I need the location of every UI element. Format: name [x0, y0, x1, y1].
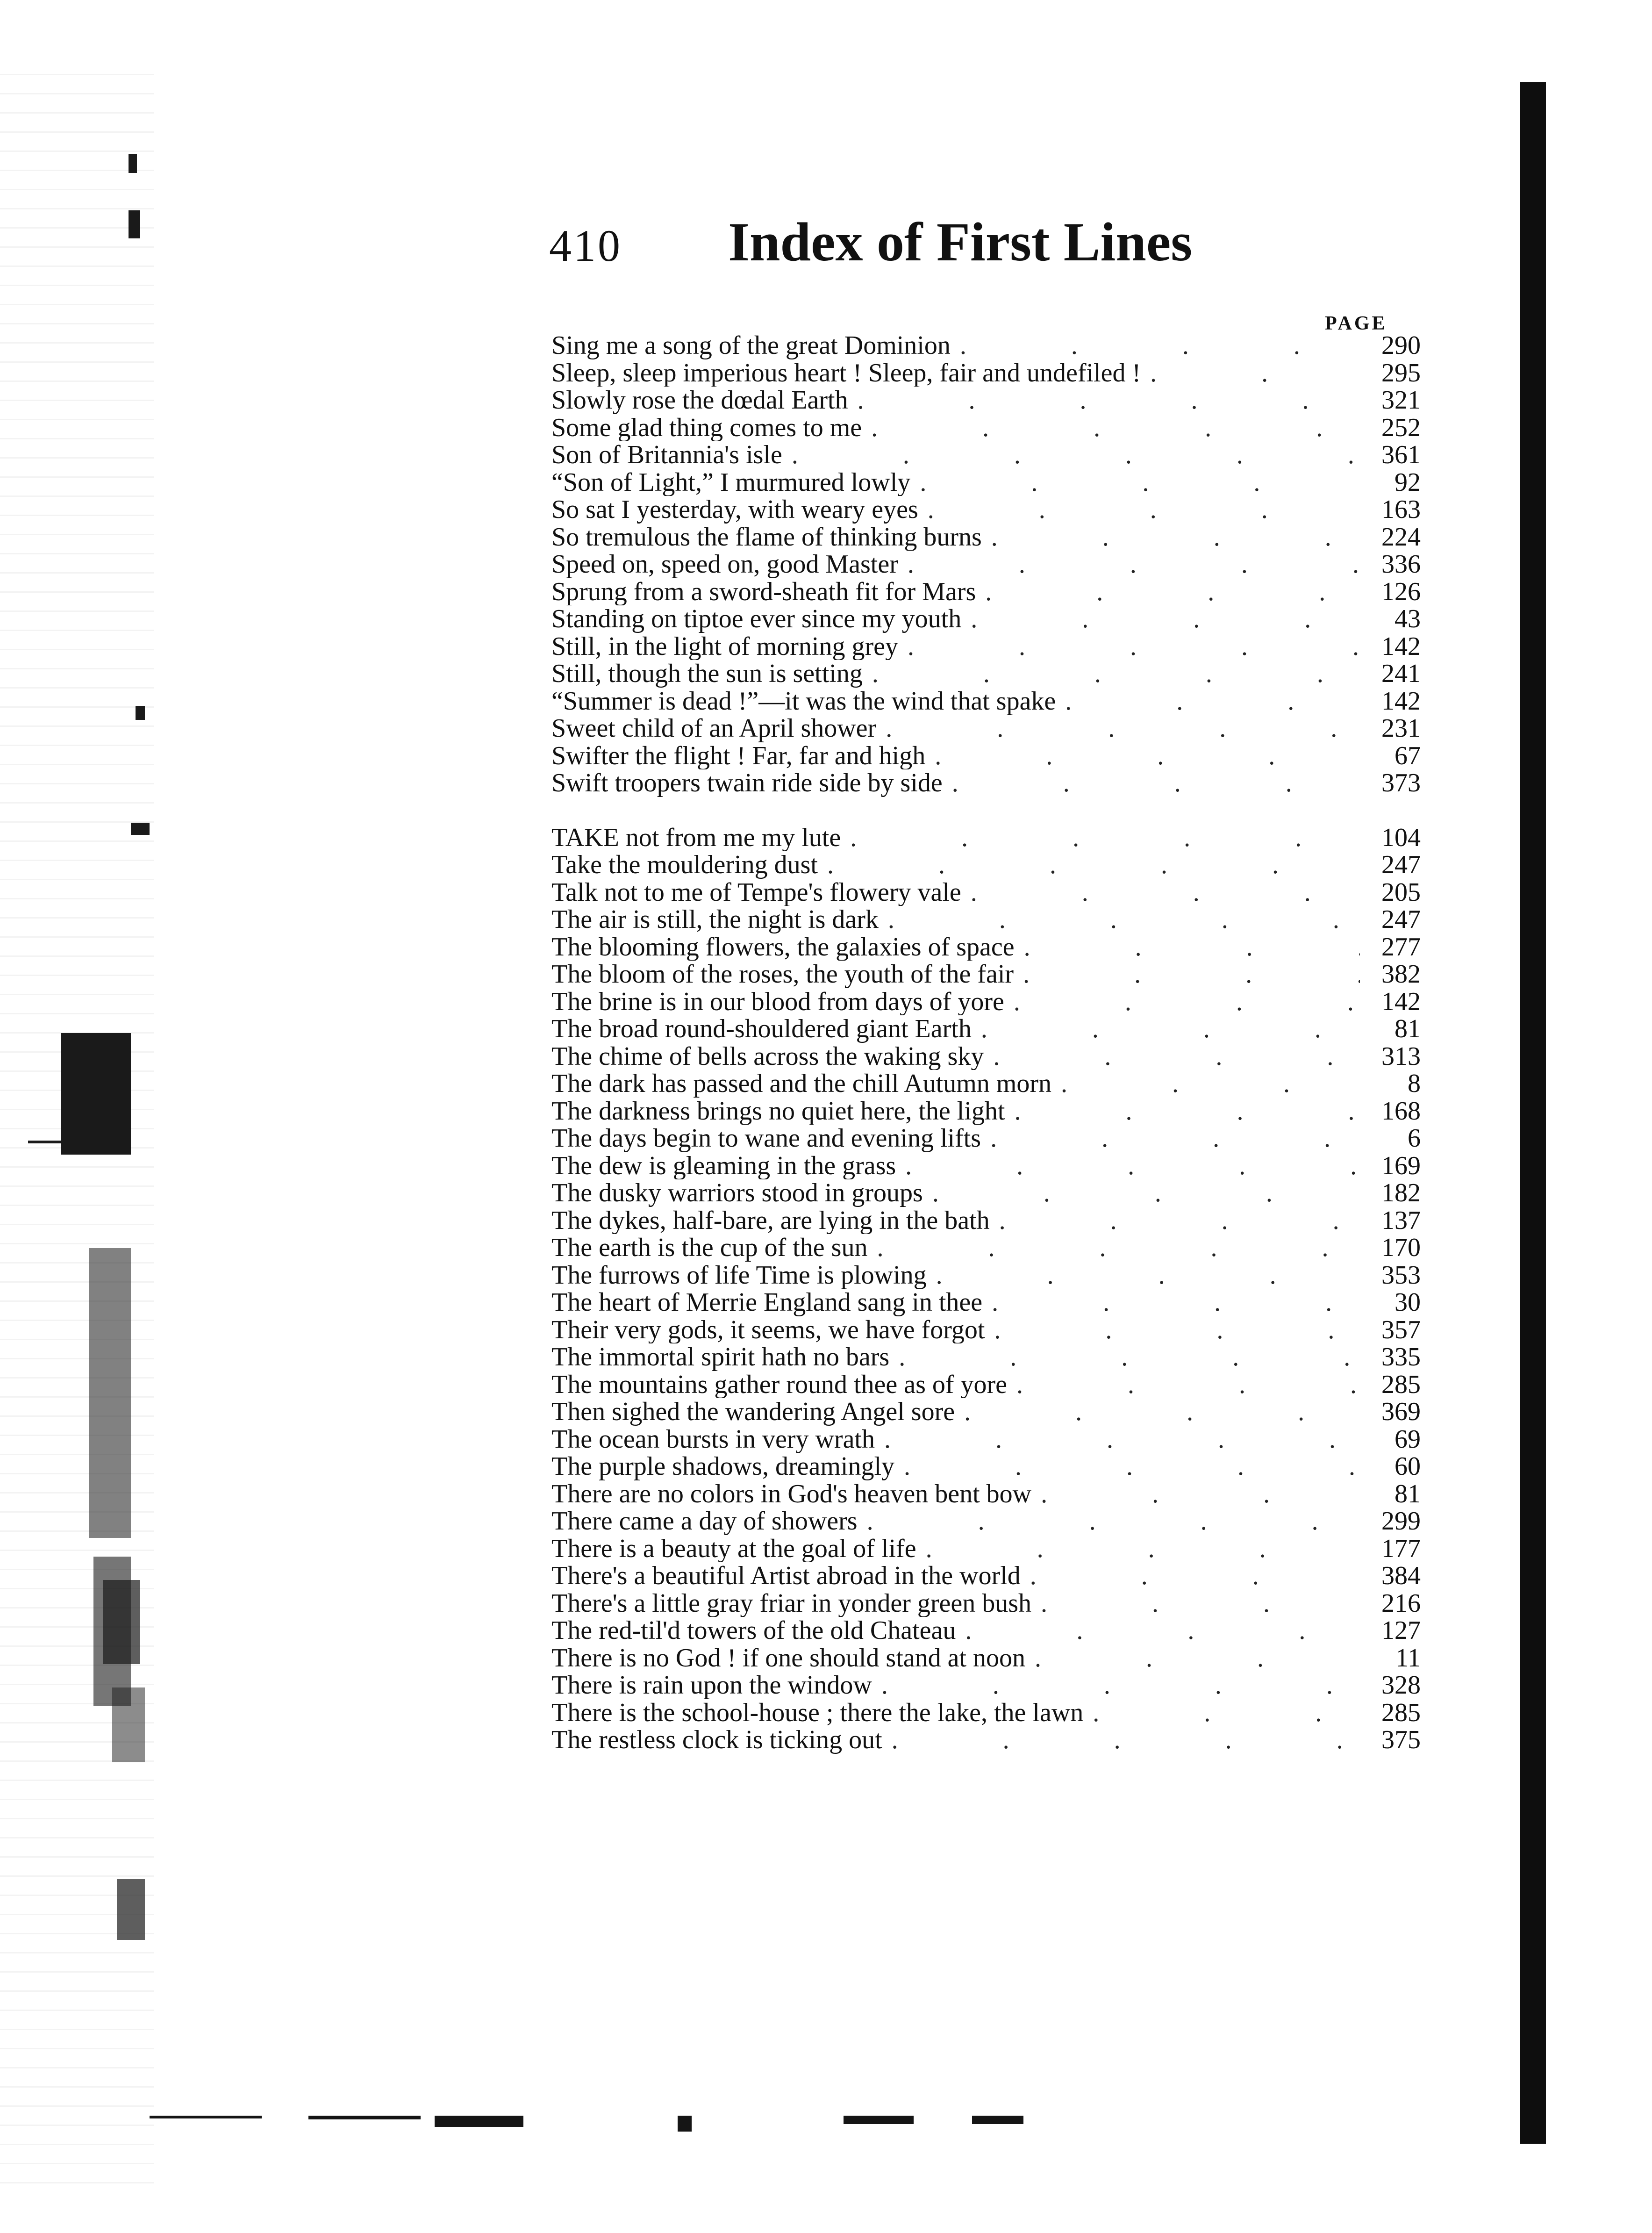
- entry-first-line: The immortal spirit hath no bars: [551, 1343, 890, 1371]
- entry-page-number: 163: [1381, 496, 1421, 524]
- entry-first-line: The dusky warriors stood in groups: [551, 1179, 923, 1207]
- entry-page-number: 126: [1381, 578, 1421, 605]
- scan-blot: [129, 210, 140, 238]
- index-entry: [551, 578, 1425, 606]
- index-entry: [551, 1535, 1425, 1563]
- entry-page-number: 375: [1381, 1726, 1421, 1754]
- entry-first-line: Swifter the flight ! Far, far and high: [551, 742, 926, 769]
- entry-first-line: The darkness brings no quiet here, the light: [551, 1097, 1005, 1125]
- entry-first-line: The broad round-shouldered giant Earth: [551, 1015, 972, 1043]
- index-entry: [551, 387, 1425, 414]
- dot-leader: [927, 1262, 1360, 1289]
- index-entry: [551, 824, 1425, 852]
- index-entry: [551, 1207, 1425, 1235]
- dot-leader: [879, 906, 1360, 933]
- dot-leader: [1007, 1371, 1360, 1399]
- entry-first-line: The dew is gleaming in the grass: [551, 1152, 896, 1179]
- entry-page-number: 8: [1408, 1070, 1421, 1098]
- entry-page-number: 382: [1381, 961, 1421, 988]
- index-entry: [551, 1234, 1425, 1262]
- dot-leader: [841, 824, 1360, 852]
- entry-first-line: Sweet child of an April shower: [551, 715, 877, 742]
- entry-first-line: So sat I yesterday, with weary eyes: [551, 496, 918, 524]
- entry-page-number: 290: [1381, 332, 1421, 359]
- dot-leader: [1031, 1480, 1360, 1508]
- entry-page-number: 67: [1395, 742, 1421, 769]
- index-entry: [551, 1617, 1425, 1644]
- entry-first-line: There is a beauty at the goal of life: [551, 1535, 916, 1562]
- entry-first-line: Slowly rose the dœdal Earth: [551, 387, 848, 414]
- index-entry: [551, 1371, 1425, 1399]
- index-entry: [551, 633, 1425, 661]
- entry-first-line: Speed on, speed on, good Master: [551, 551, 898, 578]
- entry-page-number: 177: [1381, 1535, 1421, 1562]
- entry-first-line: TAKE not from me my lute: [551, 824, 841, 851]
- dot-leader: [943, 769, 1360, 797]
- entry-page-number: 168: [1381, 1097, 1421, 1125]
- scan-blot: [117, 1879, 145, 1940]
- entry-page-number: 353: [1381, 1261, 1421, 1289]
- entry-page-number: 299: [1381, 1508, 1421, 1535]
- entry-first-line: Their very gods, it seems, we have forgot: [551, 1316, 985, 1343]
- entry-page-number: 247: [1381, 906, 1421, 933]
- entry-page-number: 205: [1381, 878, 1421, 906]
- entry-first-line: The restless clock is ticking out: [551, 1726, 882, 1754]
- entry-page-number: 69: [1395, 1425, 1421, 1453]
- entry-page-number: 224: [1381, 523, 1421, 551]
- index-entry: [551, 1015, 1425, 1043]
- entry-page-number: 11: [1395, 1644, 1421, 1672]
- dot-leader: [898, 633, 1360, 661]
- dot-leader: [961, 879, 1360, 906]
- entry-first-line: The heart of Merrie England sang in thee: [551, 1289, 983, 1316]
- dot-leader: [872, 1672, 1360, 1699]
- scan-smudge: [435, 2116, 523, 2127]
- index-entry: [551, 1262, 1425, 1289]
- dot-leader: [956, 1617, 1360, 1644]
- index-entry: [551, 1179, 1425, 1207]
- dot-leader: [984, 1043, 1360, 1070]
- page-title: Index of First Lines: [728, 211, 1193, 273]
- dot-leader: [985, 1316, 1360, 1344]
- dot-leader: [898, 551, 1360, 578]
- entry-page-number: 81: [1395, 1015, 1421, 1043]
- index-entry: [551, 551, 1425, 578]
- dot-leader: [858, 1508, 1360, 1535]
- scan-smudge: [844, 2116, 914, 2124]
- entry-first-line: “Son of Light,” I murmured lowly: [551, 468, 911, 496]
- entry-first-line: Then sighed the wandering Angel sore: [551, 1398, 955, 1426]
- dot-leader: [1021, 1562, 1360, 1590]
- index-entry: [551, 1672, 1425, 1699]
- entry-first-line: The blooming flowers, the galaxies of space: [551, 933, 1015, 961]
- entry-page-number: 328: [1381, 1672, 1421, 1699]
- index-entry: [551, 414, 1425, 442]
- entry-page-number: 30: [1395, 1289, 1421, 1316]
- index-entry: [551, 1043, 1425, 1070]
- dot-leader: [863, 660, 1360, 688]
- page-column-label: PAGE: [1325, 313, 1387, 334]
- entry-first-line: Some glad thing comes to me: [551, 414, 862, 441]
- entry-page-number: 321: [1381, 387, 1421, 414]
- scan-blot: [28, 1141, 79, 1143]
- entry-first-line: Sing me a song of the great Dominion: [551, 332, 951, 359]
- entry-page-number: 43: [1395, 605, 1421, 633]
- entry-page-number: 170: [1381, 1234, 1421, 1262]
- entry-first-line: Swift troopers twain ride side by side: [551, 769, 943, 797]
- index-entry: [551, 1125, 1425, 1152]
- index-entry: [551, 359, 1425, 387]
- index-entry: [551, 1398, 1425, 1426]
- scan-blot: [136, 706, 145, 720]
- dot-leader: [918, 496, 1360, 524]
- section-gap: [551, 797, 1425, 824]
- entry-page-number: 142: [1381, 632, 1421, 660]
- entry-first-line: Still, though the sun is setting: [551, 660, 863, 688]
- dot-leader: [862, 414, 1360, 442]
- dot-leader: [1005, 1098, 1360, 1125]
- dot-leader: [882, 1726, 1360, 1754]
- index-entry: [551, 1644, 1425, 1672]
- index-entry: [551, 1453, 1425, 1480]
- dot-leader: [1015, 933, 1360, 961]
- entry-page-number: 252: [1381, 414, 1421, 441]
- index-entry: [551, 605, 1425, 633]
- dot-leader: [848, 387, 1360, 414]
- entry-page-number: 384: [1381, 1562, 1421, 1590]
- entry-page-number: 335: [1381, 1343, 1421, 1371]
- scan-blot: [129, 154, 137, 173]
- entry-page-number: 357: [1381, 1316, 1421, 1343]
- index-entry: [551, 988, 1425, 1016]
- scan-blot: [61, 1033, 131, 1155]
- entry-first-line: The mountains gather round thee as of yore: [551, 1371, 1008, 1398]
- entry-first-line: Sleep, sleep imperious heart ! Sleep, fair and undefiled !: [551, 359, 1141, 387]
- entry-page-number: 142: [1381, 988, 1421, 1015]
- scan-blot: [89, 1248, 131, 1538]
- entry-first-line: There are no colors in God's heaven bent bow: [551, 1480, 1032, 1508]
- index-entry: [551, 769, 1425, 797]
- scan-smudge: [308, 2116, 421, 2119]
- index-entry: [551, 879, 1425, 906]
- entry-first-line: Still, in the light of morning grey: [551, 632, 898, 660]
- dot-leader: [976, 578, 1360, 606]
- entry-page-number: 216: [1381, 1589, 1421, 1617]
- index-entry: [551, 660, 1425, 688]
- index-entry: [551, 933, 1425, 961]
- dot-leader: [818, 851, 1360, 879]
- index-entry: [551, 1070, 1425, 1098]
- index-entry: [551, 906, 1425, 933]
- entry-page-number: 313: [1381, 1042, 1421, 1070]
- entry-page-number: 241: [1381, 660, 1421, 688]
- scan-smudge: [150, 2116, 262, 2118]
- page-number: 410: [549, 221, 622, 271]
- entry-first-line: Sprung from a sword-sheath fit for Mars: [551, 578, 976, 605]
- index-list: [551, 332, 1425, 1754]
- entry-first-line: There is rain upon the window: [551, 1672, 872, 1699]
- index-entry: [551, 851, 1425, 879]
- dot-leader: [894, 1453, 1360, 1480]
- dot-leader: [1014, 961, 1360, 988]
- entry-page-number: 369: [1381, 1398, 1421, 1426]
- entry-first-line: There came a day of showers: [551, 1508, 858, 1535]
- entry-first-line: The ocean bursts in very wrath: [551, 1425, 875, 1453]
- dot-leader: [1031, 1590, 1360, 1617]
- index-entry: [551, 688, 1425, 715]
- entry-page-number: 295: [1381, 359, 1421, 387]
- entry-first-line: The red-til'd towers of the old Chateau: [551, 1617, 956, 1644]
- entry-first-line: The furrows of life Time is plowing: [551, 1261, 927, 1289]
- entry-first-line: The dykes, half-bare, are lying in the bath: [551, 1206, 990, 1234]
- entry-page-number: 231: [1381, 715, 1421, 742]
- index-entry: [551, 1590, 1425, 1617]
- entry-page-number: 247: [1381, 851, 1421, 879]
- entry-page-number: 104: [1381, 824, 1421, 851]
- dot-leader: [982, 524, 1360, 551]
- index-entry: [551, 524, 1425, 551]
- index-entry: [551, 469, 1425, 496]
- page-header: [549, 206, 1250, 280]
- dot-leader: [990, 1207, 1360, 1235]
- index-entry: [551, 715, 1425, 742]
- entry-first-line: Son of Britannia's isle: [551, 441, 782, 469]
- dot-leader: [923, 1179, 1360, 1207]
- scan-blot: [103, 1580, 140, 1664]
- entry-page-number: 137: [1381, 1206, 1421, 1234]
- dot-leader: [889, 1343, 1360, 1371]
- index-entry: [551, 1508, 1425, 1535]
- dot-leader: [867, 1234, 1360, 1262]
- dot-leader: [896, 1152, 1360, 1180]
- index-entry: [551, 1426, 1425, 1453]
- index-entry: [551, 1699, 1425, 1727]
- entry-page-number: 6: [1408, 1125, 1421, 1152]
- dot-leader: [1051, 1070, 1360, 1098]
- dot-leader: [1025, 1644, 1360, 1672]
- entry-first-line: There is the school-house ; there the lake, the lawn: [551, 1699, 1084, 1726]
- dot-leader: [910, 469, 1360, 496]
- scan-dark-edge: [1520, 82, 1546, 2144]
- entry-first-line: The earth is the cup of the sun: [551, 1234, 868, 1262]
- entry-page-number: 127: [1381, 1617, 1421, 1644]
- index-entry: [551, 1289, 1425, 1316]
- index-entry: [551, 1726, 1425, 1754]
- entry-page-number: 182: [1381, 1179, 1421, 1207]
- entry-page-number: 169: [1381, 1152, 1421, 1179]
- entry-page-number: 277: [1381, 933, 1421, 961]
- index-entry: [551, 1562, 1425, 1590]
- dot-leader: [876, 715, 1360, 742]
- dot-leader: [981, 1125, 1360, 1152]
- dot-leader: [925, 742, 1360, 770]
- entry-page-number: 81: [1395, 1480, 1421, 1508]
- entry-first-line: There's a beautiful Artist abroad in the world: [551, 1562, 1021, 1590]
- entry-first-line: Take the mouldering dust: [551, 851, 818, 879]
- index-entry: [551, 1098, 1425, 1125]
- entry-first-line: So tremulous the flame of thinking burns: [551, 523, 982, 551]
- dot-leader: [1004, 988, 1360, 1016]
- entry-first-line: Standing on tiptoe ever since my youth: [551, 605, 962, 633]
- dot-leader: [1056, 688, 1360, 715]
- index-entry: [551, 742, 1425, 770]
- dot-leader: [951, 332, 1360, 359]
- index-entry: [551, 1480, 1425, 1508]
- entry-page-number: 92: [1395, 468, 1421, 496]
- entry-first-line: Talk not to me of Tempe's flowery vale: [551, 878, 961, 906]
- index-entry: [551, 1316, 1425, 1344]
- scan-blot: [112, 1687, 145, 1762]
- dot-leader: [1141, 359, 1360, 387]
- entry-first-line: The air is still, the night is dark: [551, 906, 879, 933]
- entry-page-number: 336: [1381, 551, 1421, 578]
- entry-page-number: 142: [1381, 687, 1421, 715]
- scan-blot: [131, 823, 150, 835]
- entry-first-line: The brine is in our blood from days of yore: [551, 988, 1004, 1015]
- dot-leader: [961, 605, 1360, 633]
- dot-leader: [982, 1289, 1360, 1316]
- entry-first-line: The days begin to wane and evening lifts: [551, 1125, 981, 1152]
- entry-first-line: The dark has passed and the chill Autumn morn: [551, 1070, 1051, 1098]
- entry-first-line: There's a little gray friar in yonder green bush: [551, 1589, 1032, 1617]
- entry-first-line: There is no God ! if one should stand at noon: [551, 1644, 1026, 1672]
- dot-leader: [1083, 1699, 1360, 1727]
- dot-leader: [955, 1398, 1360, 1426]
- index-entry: [551, 1343, 1425, 1371]
- index-entry: [551, 332, 1425, 359]
- entry-page-number: 285: [1381, 1699, 1421, 1726]
- entry-page-number: 361: [1381, 441, 1421, 469]
- index-entry: [551, 1152, 1425, 1180]
- index-entry: [551, 441, 1425, 469]
- dot-leader: [916, 1535, 1360, 1563]
- index-entry: [551, 961, 1425, 988]
- entry-first-line: “Summer is dead !”—it was the wind that spake: [551, 687, 1056, 715]
- index-entry: [551, 496, 1425, 524]
- entry-first-line: The chime of bells across the waking sky: [551, 1042, 984, 1070]
- dot-leader: [875, 1426, 1360, 1453]
- dot-leader: [782, 441, 1360, 469]
- dot-leader: [972, 1015, 1360, 1043]
- scan-smudge: [678, 2116, 692, 2132]
- entry-page-number: 373: [1381, 769, 1421, 797]
- entry-page-number: 60: [1395, 1453, 1421, 1480]
- entry-first-line: The purple shadows, dreamingly: [551, 1453, 895, 1480]
- entry-first-line: The bloom of the roses, the youth of the fair: [551, 961, 1014, 988]
- scan-smudge: [972, 2116, 1023, 2124]
- entry-page-number: 285: [1381, 1371, 1421, 1398]
